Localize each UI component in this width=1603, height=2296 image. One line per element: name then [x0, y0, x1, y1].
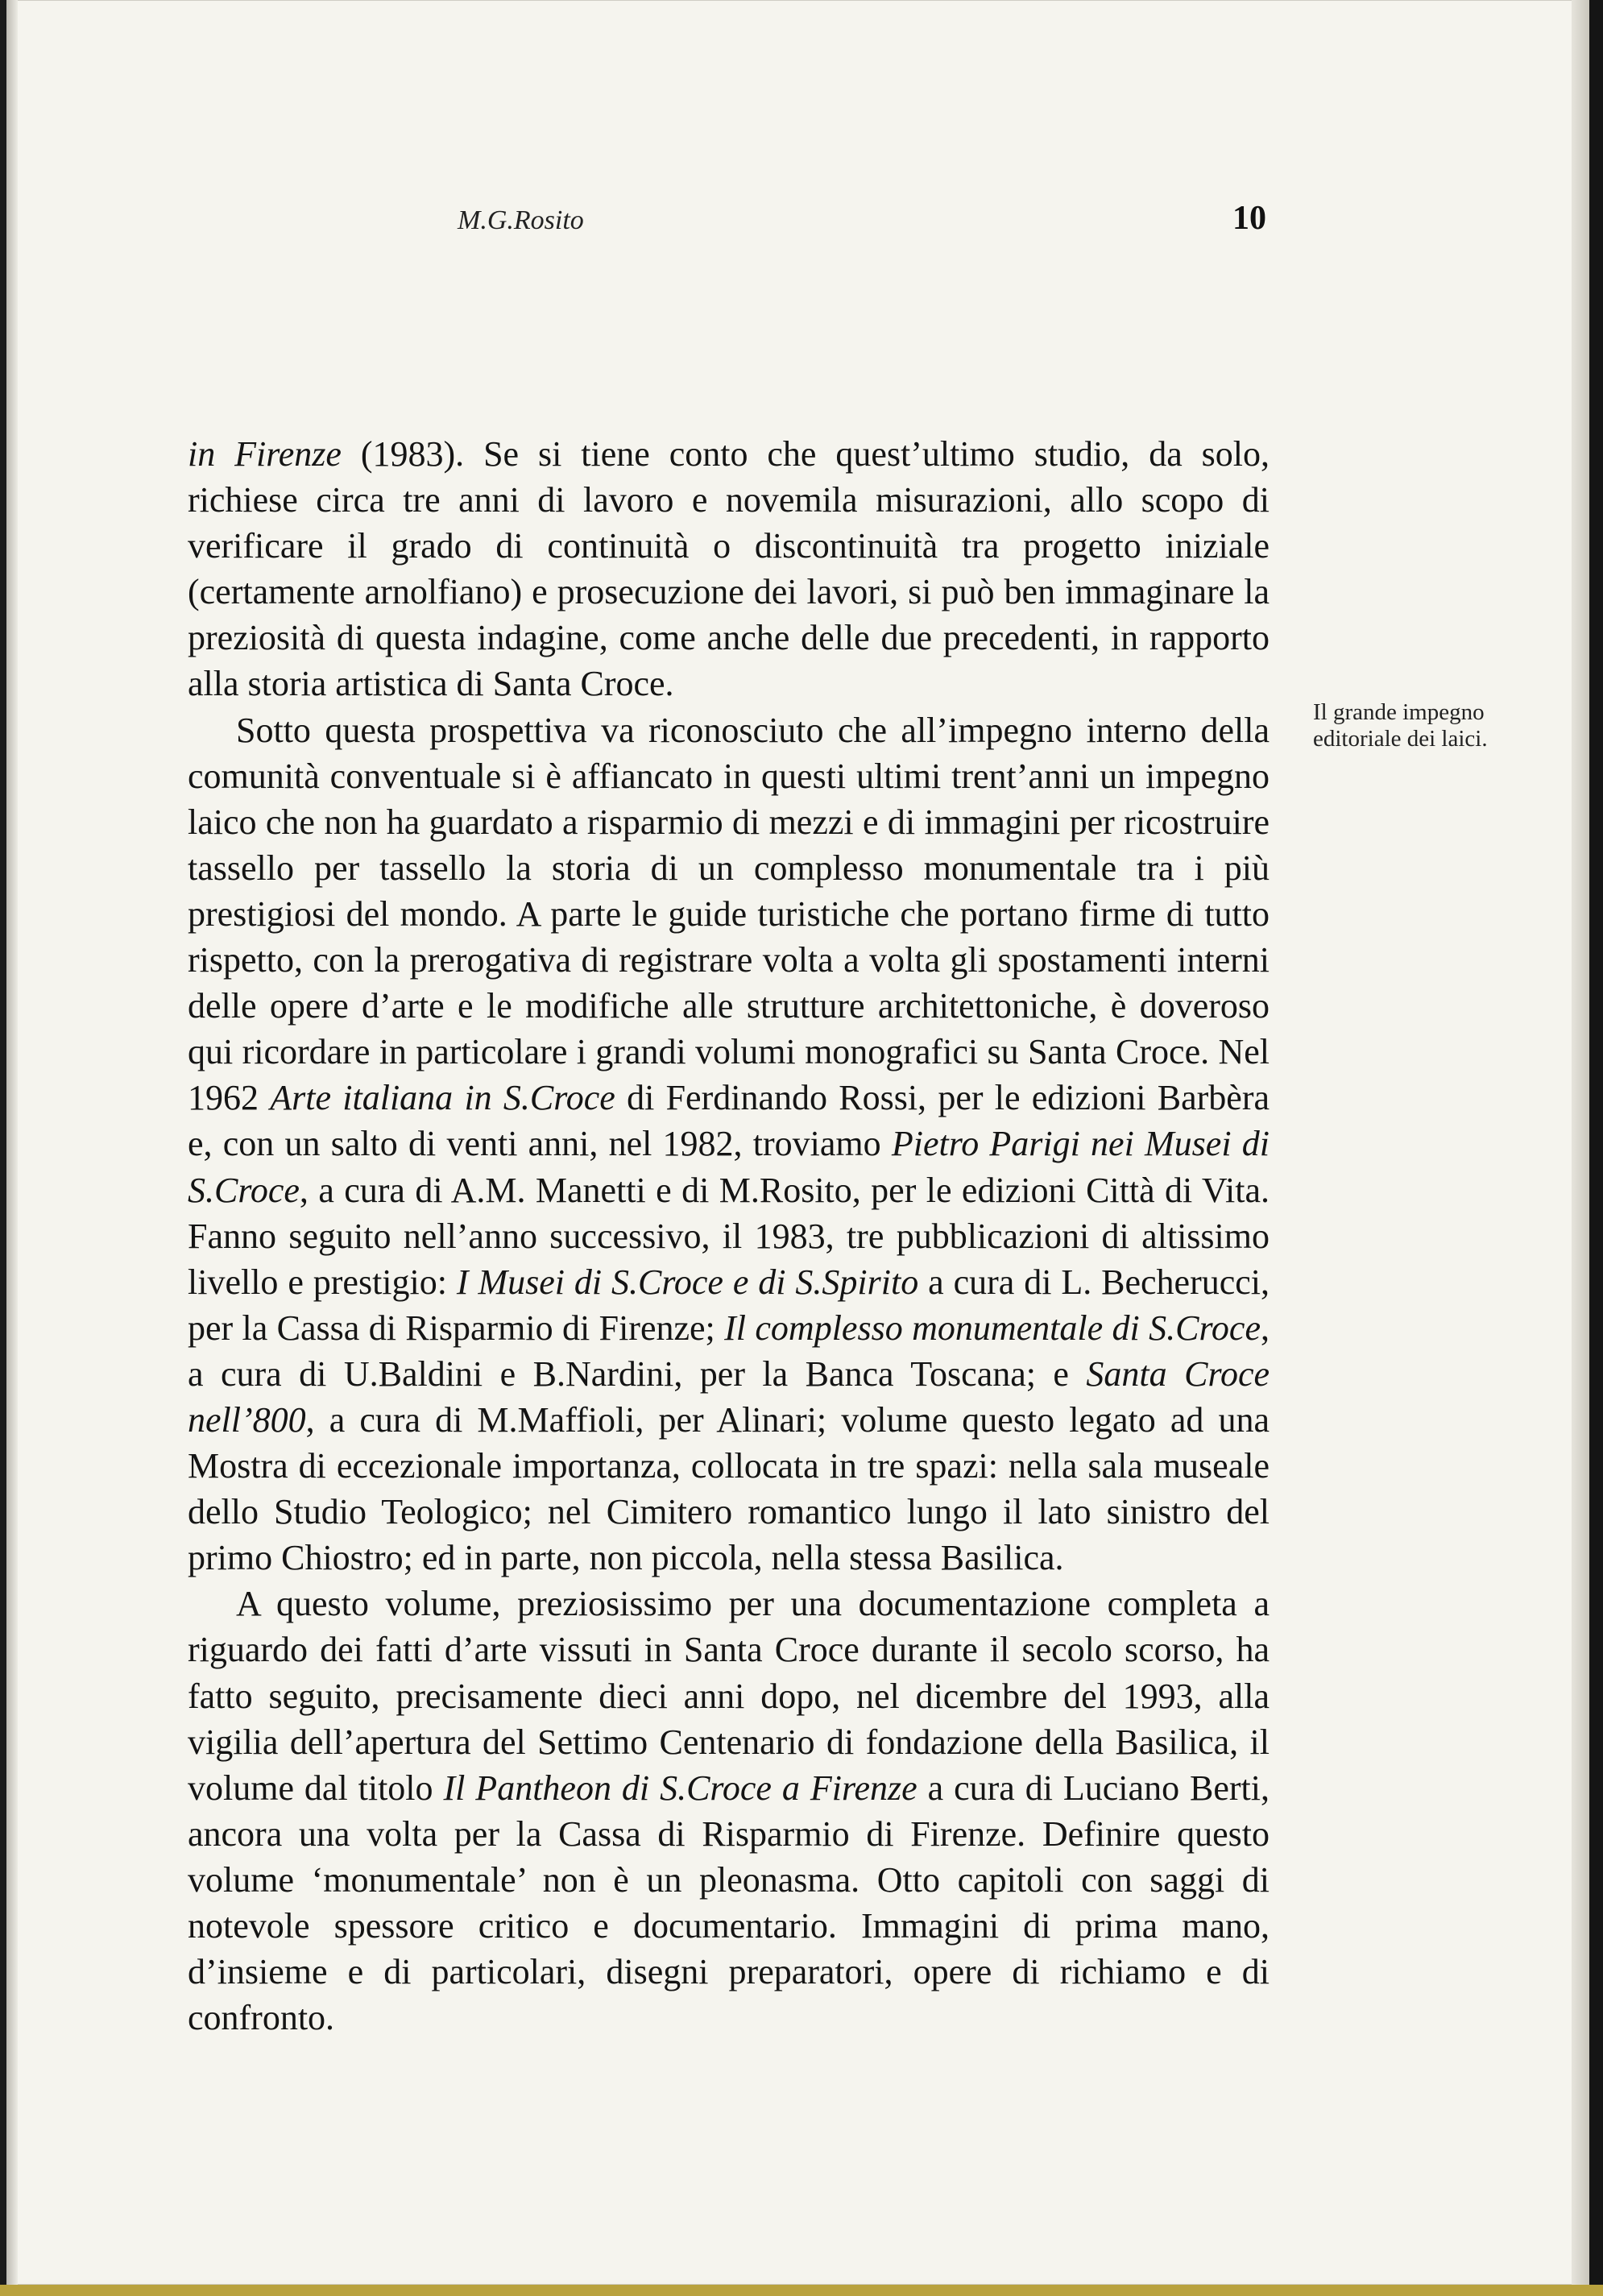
text-run: , a cura di U.Baldini e B.Nardini, per la Banca Toscana; e — [188, 1308, 1270, 1394]
italic-title: Santa Croce nell’800 — [188, 1353, 1270, 1440]
text-run: a cura di Luciano Berti, ancora una volta per la Cassa di Risparmio di Firenze. Definire questo volume ‘monumentale’ non è un pleonasma. Otto capitoli con saggi di notevole spessore critico e documentario. Immagini di prima mano, d’insieme e di particolari, disegni preparatori, opere di richiamo e di confronto. — [188, 1768, 1270, 2038]
scan-border-right — [1589, 0, 1603, 2296]
italic-title: Arte italiana in S.Croce — [270, 1078, 615, 1118]
book-page — [6, 0, 1589, 2285]
italic-title: I Musei di S.Croce e di S.Spirito — [456, 1262, 919, 1302]
page-number: 10 — [1232, 200, 1266, 237]
paragraph-2 — [188, 707, 1270, 1581]
paragraph-3 — [188, 1581, 1270, 2041]
text-run: , a cura di M.Maffioli, per Alinari; volume questo legato ad una Mostra di eccezionale importanza, collocata in tre spazi: nella sala museale dello Studio Teologico; nel Cimitero romantico lungo il lato sinistro del primo Chiostro; ed in parte, non piccola, nella stessa Basilica. — [188, 1399, 1270, 1578]
body-text — [188, 431, 1270, 2041]
text-run: a cura di L. Becherucci, per la Cassa di Risparmio di Firenze; — [188, 1262, 1270, 1348]
page-edge-right — [1572, 0, 1589, 2285]
italic-title: Pietro Parigi nei Musei di S.Croce — [188, 1124, 1270, 1210]
margin-note-line-2: editoriale dei laici. — [1313, 726, 1488, 752]
page-edge-left — [6, 0, 18, 2285]
text-run: , a cura di A.M. Manetti e di M.Rosito, per le edizioni Città di Vita. Fanno seguito nell’anno successivo, il 1983, tre pubblicazioni di altissimo livello e prestigio: — [188, 1170, 1270, 1302]
italic-title: in Firenze — [188, 434, 342, 474]
scan-border-bottom — [0, 2285, 1603, 2296]
running-head: M.G.Rosito — [458, 205, 584, 235]
paragraph-1 — [188, 431, 1270, 707]
text-run: Sotto questa prospettiva va riconosciuto che all’impegno interno della comunità conventuale si è affiancato in questi ultimi trent’anni un impegno laico che non ha guardato a risparmio di mezzi e di immagini per ricostruire tassello per tassello la storia di un complesso monumentale tra i più prestigiosi del mondo. A parte le guide turistiche che portano firme di tutto rispetto, con la prerogativa di registrare volta a volta gli spostamenti interni delle opere d’arte e le modifiche alle strutture architettoniche, è doveroso qui ricordare in particolare i grandi volumi monografici su Santa Croce. Nel 1962 — [188, 710, 1270, 1118]
text-run: A questo volume, preziosissimo per una documentazione completa a riguardo dei fatti d’arte vissuti in Santa Croce durante il secolo scorso, ha fatto seguito, precisamente dieci anni dopo, nel dicembre del 1993, alla vigilia dell’apertura del Settimo Centenario di fondazione della Basilica, il volume dal titolo — [188, 1584, 1270, 1808]
italic-title: Il Pantheon di S.Croce a Firenze — [443, 1768, 917, 1808]
italic-title: Il complesso monumentale di S.Croce — [724, 1308, 1261, 1348]
margin-note — [1313, 699, 1555, 752]
text-run: di Ferdinando Rossi, per le edizioni Barbèra e, con un salto di venti anni, nel 1982, troviamo — [188, 1078, 1270, 1164]
text-run: (1983). Se si tiene conto che quest’ultimo studio, da solo, richiese circa tre anni di lavoro e novemila misurazioni, allo scopo di verificare il grado di continuità o discontinuità tra progetto iniziale (certamente arnolfiano) e prosecuzione dei lavori, si può ben immaginare la preziosità di questa indagine, come anche delle due precedenti, in rapporto alla storia artistica di Santa Croce. — [188, 434, 1270, 704]
margin-note-line-1: Il grande impegno — [1313, 699, 1485, 725]
